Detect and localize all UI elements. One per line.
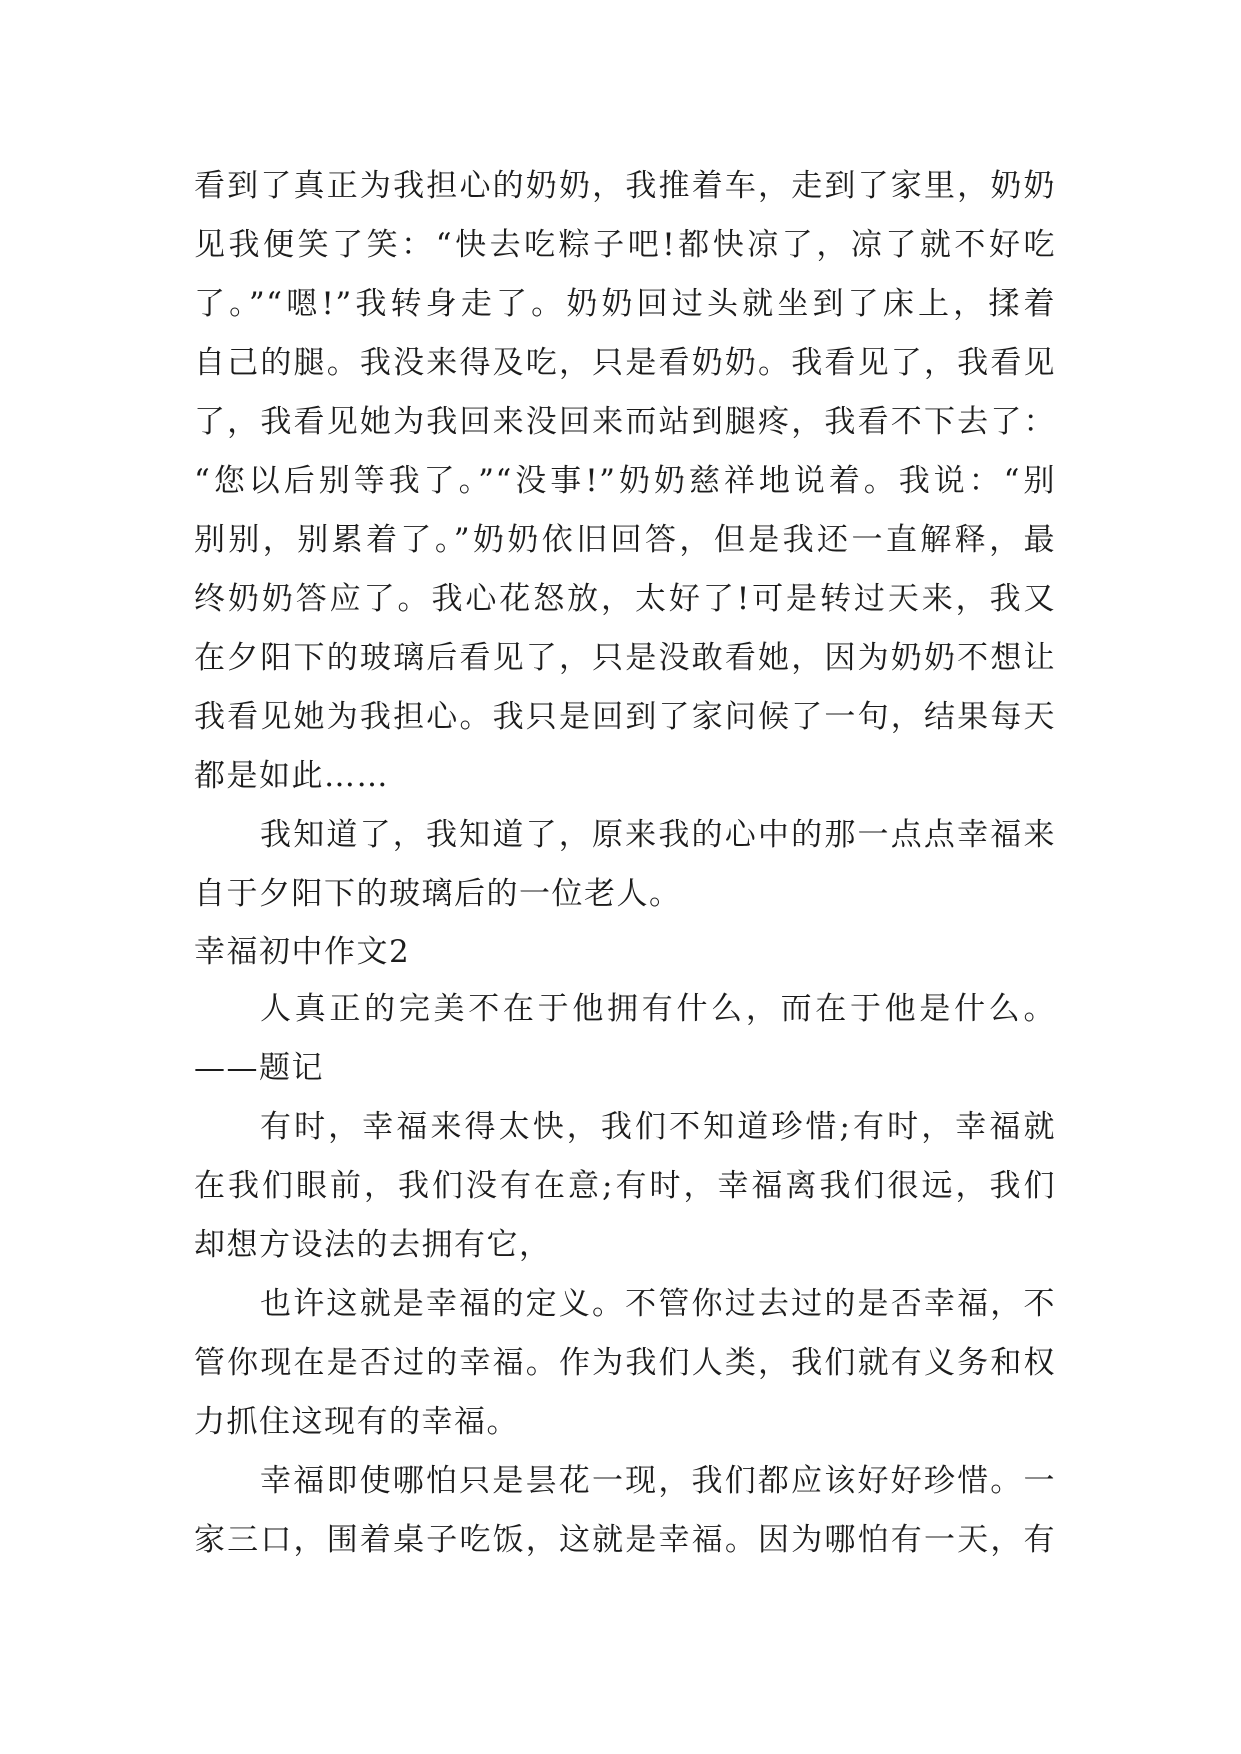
paragraph-line: 都是如此…… (194, 758, 389, 794)
paragraph (194, 1275, 1056, 1452)
paragraph-line: 力抓住这现有的幸福。 (194, 1404, 519, 1440)
paragraph-line: 也许这就是幸福的定义。不管你过去过的是否幸福，不 (260, 1286, 1056, 1322)
paragraph-line: 了。”“嗯!”我转身走了。奶奶回过头就坐到了床上，揉着 (194, 286, 1056, 322)
epigraph (194, 980, 1056, 1098)
paragraph-line: 见我便笑了笑：“快去吃粽子吧!都快凉了，凉了就不好吃 (194, 227, 1056, 263)
paragraph-line: 在我们眼前，我们没有在意;有时，幸福离我们很远，我们 (194, 1168, 1056, 1204)
document-body (194, 157, 1056, 1570)
paragraph-line: 在夕阳下的玻璃后看见了，只是没敢看她，因为奶奶不想让 (194, 640, 1056, 676)
paragraph-line: 自于夕阳下的玻璃后的一位老人。 (194, 876, 682, 912)
paragraph-line: 自己的腿。我没来得及吃，只是看奶奶。我看见了，我看见 (194, 345, 1056, 381)
paragraph-line: 了，我看见她为我回来没回来而站到腿疼，我看不下去了： (194, 404, 1056, 440)
paragraph-line: 却想方设法的去拥有它， (194, 1227, 552, 1263)
paragraph (194, 806, 1056, 924)
paragraph-line: 我知道了，我知道了，原来我的心中的那一点点幸福来 (260, 817, 1056, 853)
paragraph-line: 幸福即使哪怕只是昙花一现，我们都应该好好珍惜。一 (260, 1463, 1056, 1499)
essay-title: 幸福初中作文2 (194, 934, 411, 970)
paragraph-line: 终奶奶答应了。我心花怒放，太好了!可是转过天来，我又 (194, 581, 1056, 617)
paragraph-line: 有时，幸福来得太快，我们不知道珍惜;有时，幸福就 (260, 1109, 1056, 1145)
paragraph (194, 1452, 1056, 1570)
paragraph-line: “您以后别等我了。”“没事!”奶奶慈祥地说着。我说：“别 (194, 463, 1056, 499)
epigraph-quote: 人真正的完美不在于他拥有什么，而在于他是什么。 (260, 991, 1056, 1027)
paragraph-line: 看到了真正为我担心的奶奶，我推着车，走到了家里，奶奶 (194, 168, 1056, 204)
paragraph-line: 别别，别累着了。”奶奶依旧回答，但是我还一直解释，最 (194, 522, 1056, 558)
paragraph (194, 1098, 1056, 1275)
paragraph-line: 管你现在是否过的幸福。作为我们人类，我们就有义务和权 (194, 1345, 1056, 1381)
paragraph-line: 家三口，围着桌子吃饭，这就是幸福。因为哪怕有一天，有 (194, 1522, 1056, 1558)
paragraph-line: 我看见她为我担心。我只是回到了家问候了一句，结果每天 (194, 699, 1056, 735)
paragraph (194, 157, 1056, 806)
epigraph-attribution: ——题记 (194, 1050, 324, 1086)
